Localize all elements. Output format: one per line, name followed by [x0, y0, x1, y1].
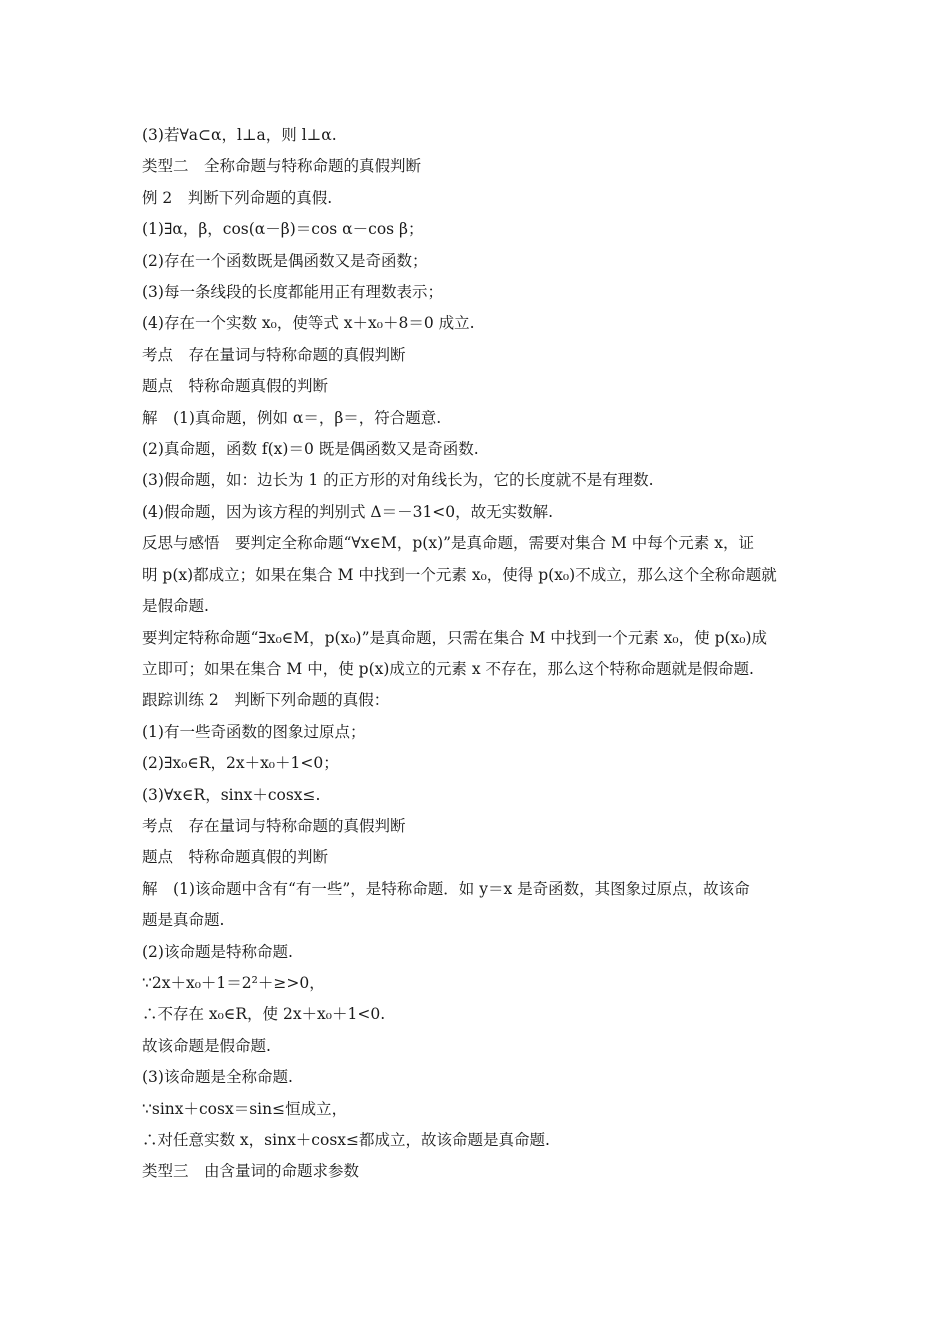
solution-line: (2)真命题，函数 f(x)＝0 既是偶函数又是奇函数.: [142, 440, 479, 459]
document-body: [142, 120, 812, 1188]
practice-title: 跟踪训练 2 判断下列命题的真假：: [142, 691, 390, 710]
subtopic-line: 题点 特称命题真假的判断: [142, 377, 329, 396]
reflection-line: 反思与感悟 要判定全称命题“∀x∈M，p(x)”是真命题，需要对集合 M 中每个元素 x，证: [142, 534, 754, 553]
subtopic-line: 题点 特称命题真假的判断: [142, 848, 329, 867]
reflection-line: 立即可；如果在集合 M 中，使 p(x)成立的元素 x 不存在，那么这个特称命题就是假命题.: [142, 659, 754, 678]
text-line: (3)∀x∈R，sinx＋cosx≤.: [142, 785, 321, 804]
solution-line: (3)该命题是全称命题.: [142, 1068, 293, 1087]
reflection-line: 要判定特称命题“∃x₀∈M，p(x₀)”是真命题，只需在集合 M 中找到一个元素 x₀，使 p(x₀)成: [142, 628, 768, 647]
reflection-line: 明 p(x)都成立；如果在集合 M 中找到一个元素 x₀，使得 p(x₀)不成立，那么这个全称命题就: [142, 565, 777, 584]
solution-line: (3)假命题，如：边长为 1 的正方形的对角线长为，它的长度就不是有理数.: [142, 471, 654, 490]
solution-line: 故该命题是假命题.: [142, 1036, 271, 1055]
text-line: (3)若∀a⊂α，l⊥a，则 l⊥α.: [142, 126, 337, 144]
solution-line: ∴对任意实数 x，sinx＋cosx≤都成立，故该命题是真命题.: [142, 1131, 550, 1149]
topic-line: 考点 存在量词与特称命题的真假判断: [142, 816, 406, 835]
topic-line: 考点 存在量词与特称命题的真假判断: [142, 345, 406, 364]
solution-line: (4)假命题，因为该方程的判别式 Δ＝－31<0，故无实数解.: [142, 502, 554, 521]
solution-line: 题是真命题.: [142, 911, 225, 930]
example-title: 例 2 判断下列命题的真假.: [142, 188, 333, 207]
solution-line: 解 (1)该命题中含有“有一些”，是特称命题．如 y＝x 是奇函数，其图象过原点，故该命: [142, 879, 750, 898]
solution-line: ∵2x＋x₀＋1＝2²＋≥>0，: [142, 973, 325, 992]
solution-line: ∴不存在 x₀∈R，使 2x＋x₀＋1<0.: [142, 1005, 386, 1024]
text-line: (2)∃x₀∈R，2x＋x₀＋1<0；: [142, 754, 339, 773]
solution-line: ∵sinx＋cosx＝sin≤恒成立，: [142, 1099, 348, 1118]
text-line: (1)有一些奇函数的图象过原点；: [142, 722, 366, 741]
solution-line: (2)该命题是特称命题.: [142, 942, 293, 961]
text-line: (2)存在一个函数既是偶函数又是奇函数；: [142, 251, 428, 270]
text-line: (1)∃α，β，cos(α－β)＝cos α－cos β；: [142, 220, 424, 239]
text-line: (3)每一条线段的长度都能用正有理数表示；: [142, 283, 443, 302]
section-heading: 类型三 由含量词的命题求参数: [142, 1162, 360, 1181]
section-heading: 类型二 全称命题与特称命题的真假判断: [142, 157, 422, 176]
solution-line: 解 (1)真命题，例如 α＝，β＝，符合题意.: [142, 408, 442, 427]
reflection-line: 是假命题.: [142, 597, 209, 616]
text-line: (4)存在一个实数 x₀，使等式 x＋x₀＋8＝0 成立.: [142, 314, 475, 333]
